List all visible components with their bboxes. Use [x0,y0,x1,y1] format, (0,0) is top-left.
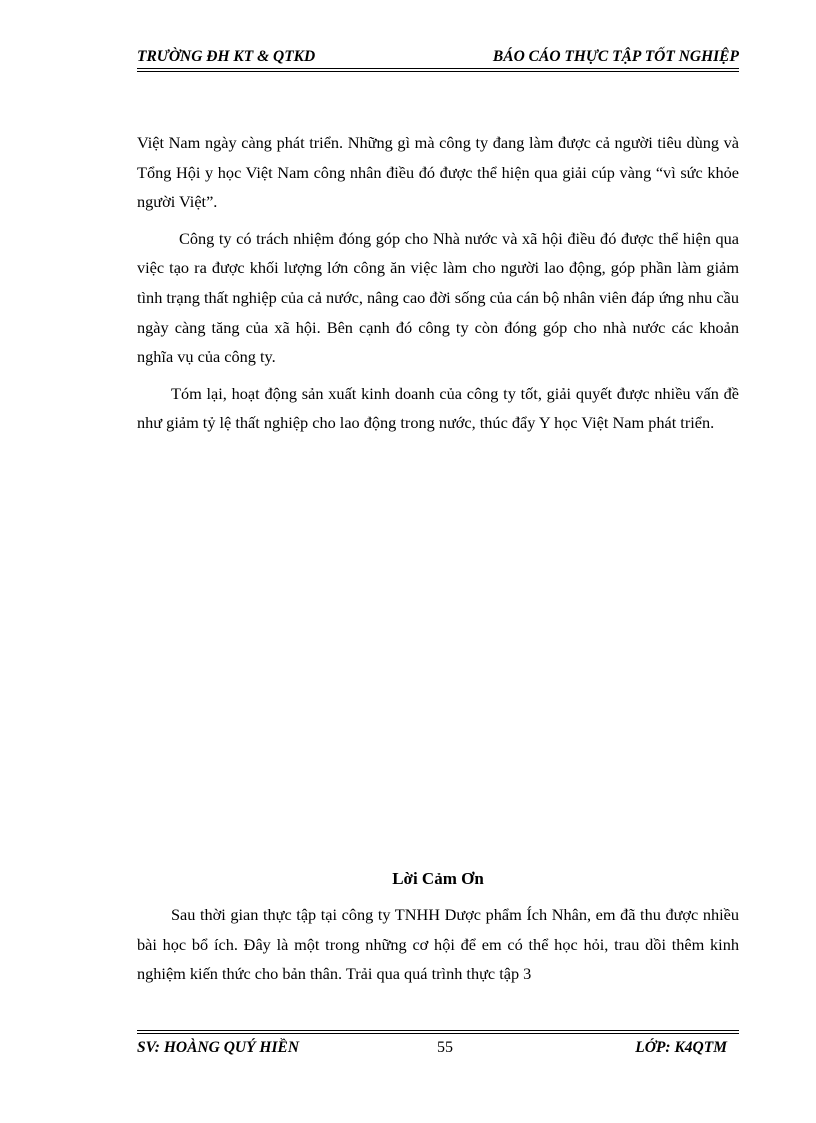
paragraph-thanks: Sau thời gian thực tập tại công ty TNHH Dược phẩm Ích Nhân, em đã thu được nhiều bài học bổ ích. Đây là một trong những cơ hội để em có thể học hỏi, trau dồi thêm kinh nghiệm kiến thức cho bản thân. Trải qua quá trình thực tập 3 [137,905,739,984]
section-title: Lời Cảm Ơn [392,869,484,888]
header-rule-top [137,68,739,69]
footer-student: SV: HOÀNG QUÝ HIỀN [137,1039,300,1056]
paragraph-3: Tóm lại, hoạt động sản xuất kinh doanh của công ty tốt, giải quyết được nhiều vấn đề như giảm tỷ lệ thất nghiệp cho lao động trong nước, thúc đẩy Y học Việt Nam phát triển. [137,383,739,433]
footer-rule-top [137,1030,739,1031]
header-rule-bottom [137,71,739,72]
page-number: 55 [437,1039,453,1056]
footer-rule-bottom [137,1033,739,1034]
paragraph-2: Công ty có trách nhiệm đóng góp cho Nhà nước và xã hội điều đó được thể hiện qua việc tạo ra được khối lượng lớn công ăn việc làm cho người lao động, góp phần làm giảm tình trạng thất nghiệp của cả nước, nâng cao đời sống của cán bộ nhân viên đáp ứng nhu cầu ngày càng tăng của xã hội. Bên cạnh đó công ty còn đóng góp cho nhà nước các khoản nghĩa vụ của công ty. [137,228,739,367]
paragraph-1: Việt Nam ngày càng phát triển. Những gì mà công ty đang làm được cả người tiêu dùng và Tổng Hội y học Việt Nam công nhân điều đó được thể hiện qua giải cúp vàng “vì sức khỏe người Việt”. [137,133,739,212]
section-body [137,900,739,989]
footer-class: LỚP: K4QTM [635,1039,727,1056]
header-school: TRƯỜNG ĐH KT & QTKD [137,48,316,65]
header-report-title: BÁO CÁO THỰC TẬP TỐT NGHIỆP [492,48,739,65]
body-text [137,128,739,438]
